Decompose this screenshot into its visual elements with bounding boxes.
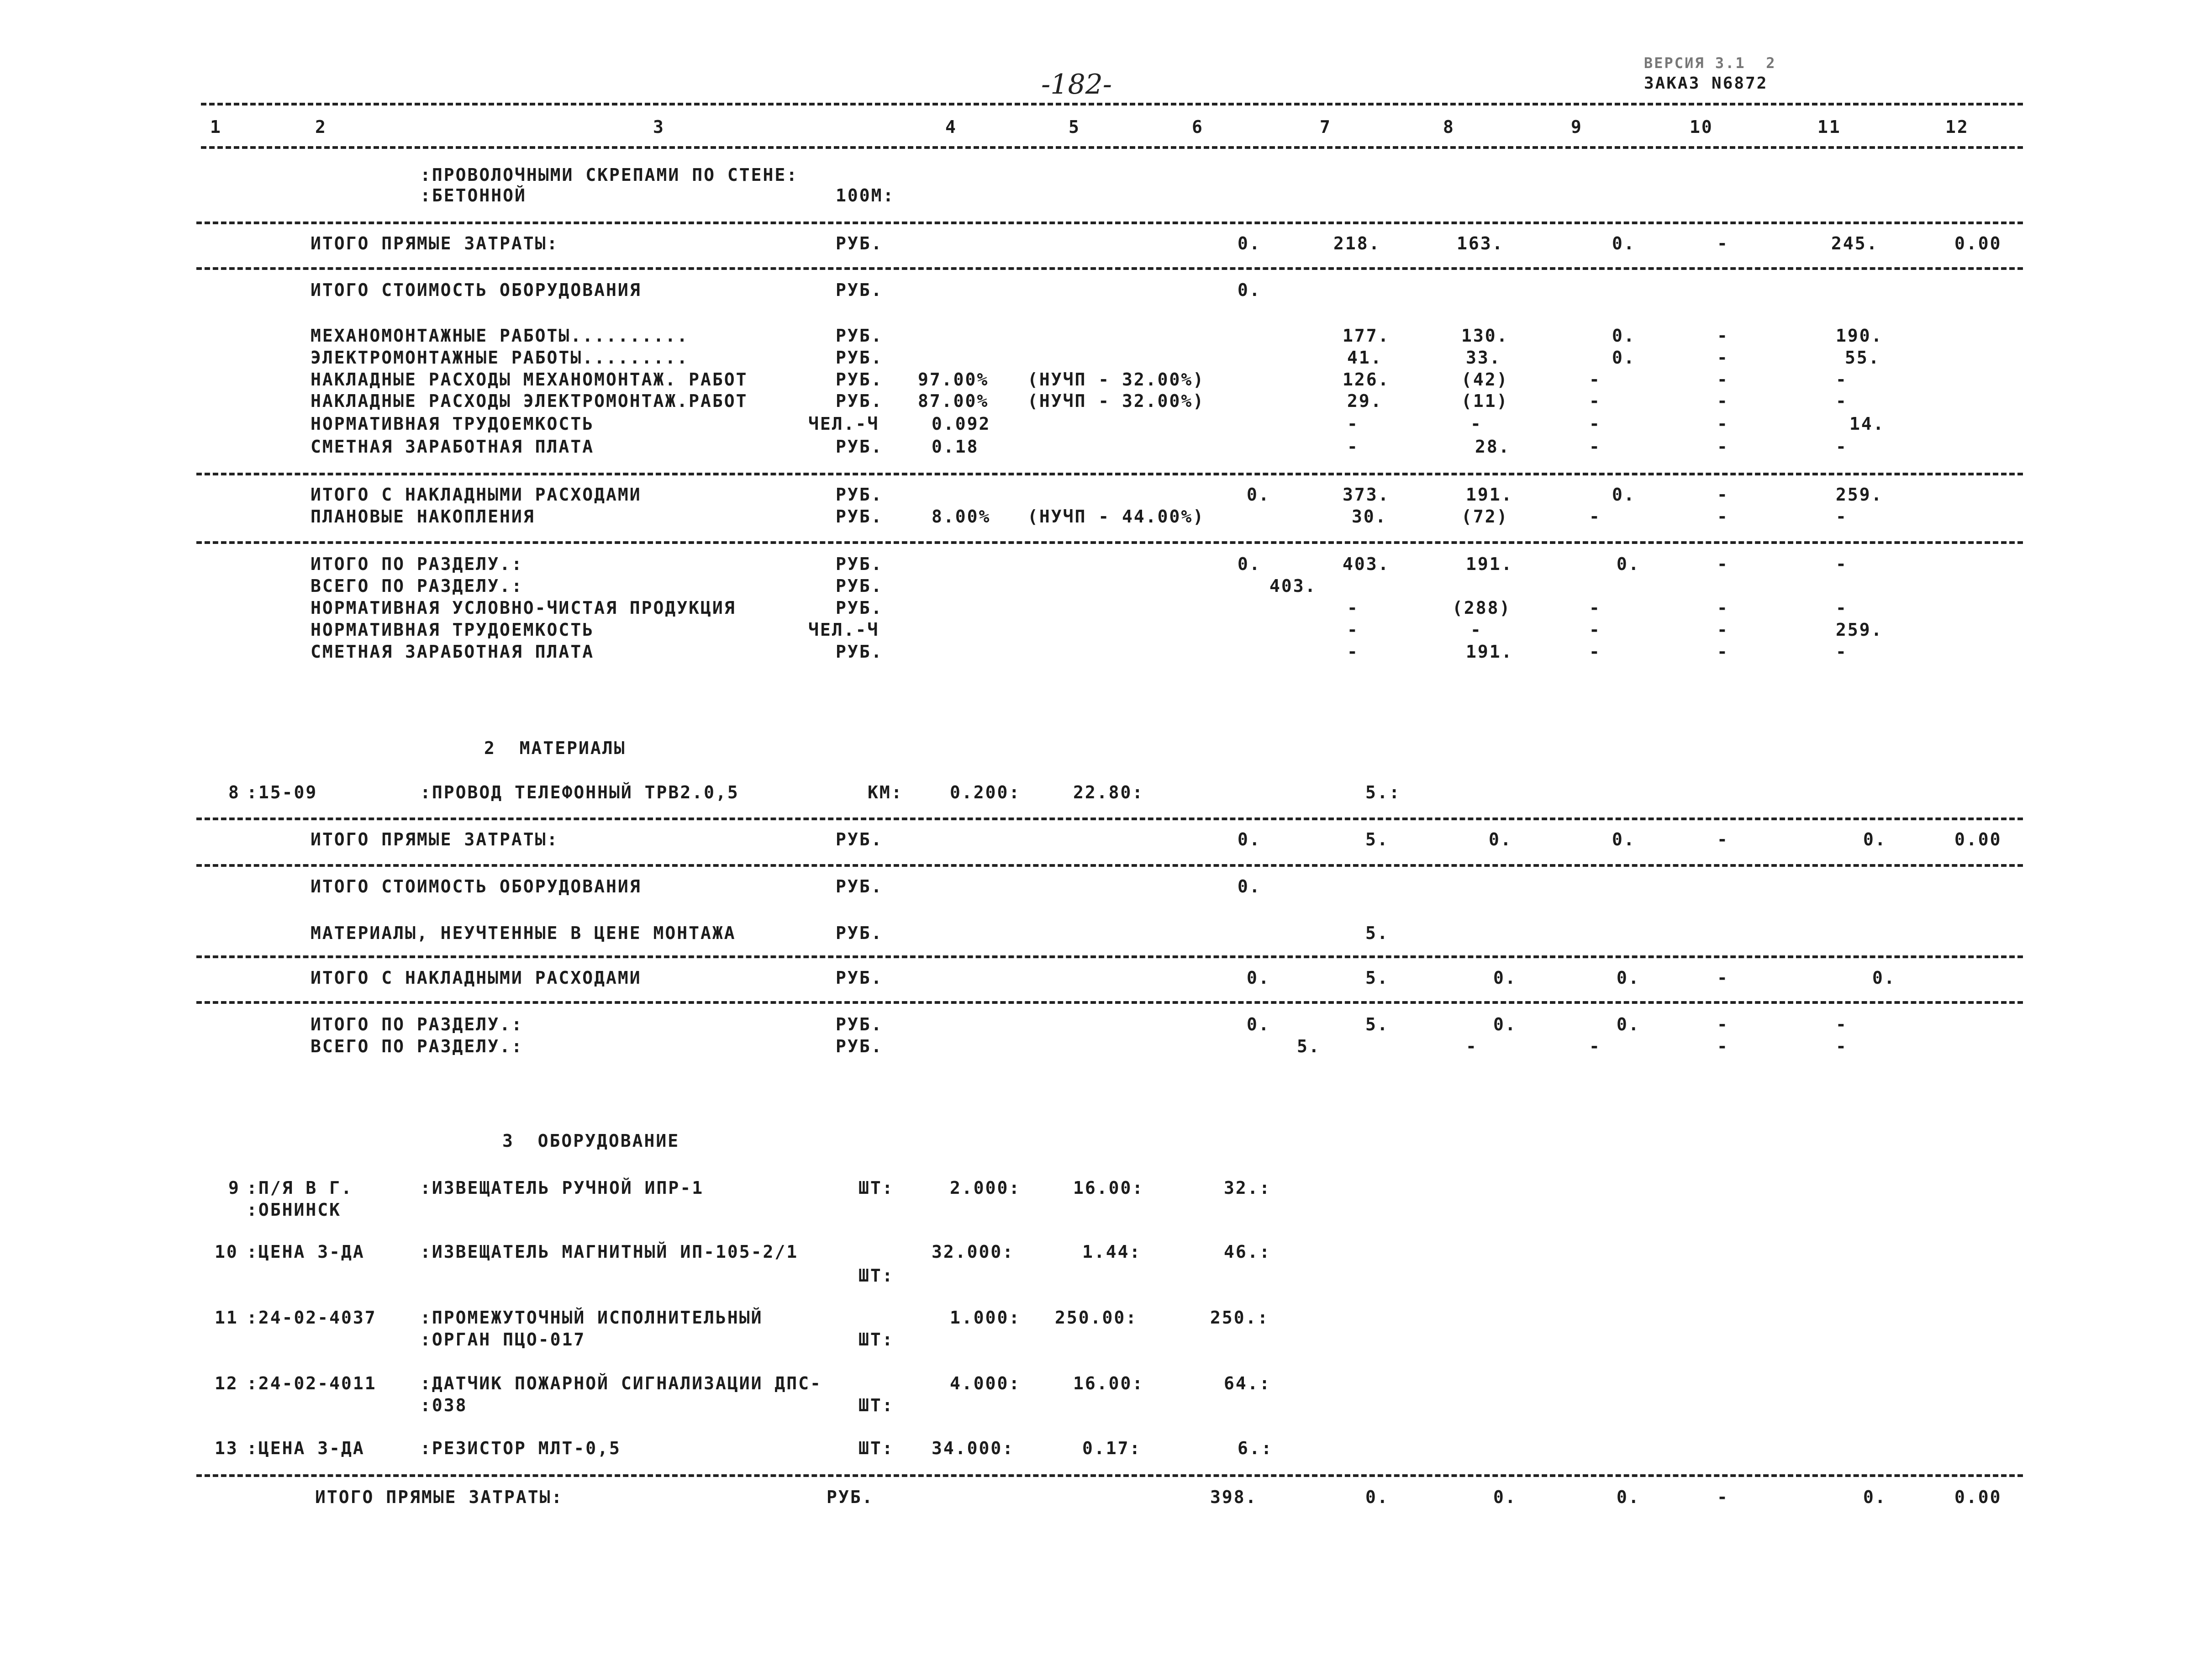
order-number: ЗАКАЗ N6872 — [1644, 74, 1768, 93]
row-unit: РУБ. — [836, 968, 883, 988]
divider — [196, 1001, 2023, 1004]
row-label: ИТОГО ПО РАЗДЕЛУ.: — [311, 554, 523, 574]
row-unit: РУБ. — [836, 326, 883, 346]
cell-c11: - — [1836, 554, 1848, 574]
cell-c12: 0.00 — [1954, 233, 2002, 253]
item-unit: ШТ: — [858, 1266, 894, 1286]
cell-c8: - — [1470, 620, 1482, 640]
cell-c4: 8.00% — [932, 506, 991, 527]
cell-c6: 5. — [1297, 1036, 1321, 1056]
cell-c9: 0. — [1617, 968, 1640, 988]
column-header: 1 — [210, 117, 222, 137]
column-header: 12 — [1945, 117, 1969, 137]
cell-c10: - — [1717, 620, 1729, 640]
item-total: 250.: — [1210, 1308, 1269, 1328]
page-number: -182- — [1041, 69, 1112, 100]
cell-c11: 259. — [1836, 620, 1883, 640]
row-unit: РУБ. — [836, 348, 883, 368]
cell-c11: - — [1836, 1014, 1848, 1034]
cell-c7: - — [1347, 598, 1359, 618]
cell-c4: 97.00% — [918, 369, 989, 390]
cell-c9: 0. — [1617, 1487, 1640, 1507]
cell-c6: 0. — [1238, 233, 1261, 253]
cell-c9: - — [1589, 506, 1601, 527]
divider — [196, 818, 2023, 820]
divider — [196, 222, 2023, 224]
item-name: :РЕЗИСТОР МЛТ-0,5 — [420, 1438, 621, 1458]
item-price: 250.00: — [1055, 1308, 1138, 1328]
item-qty: 32.000: — [932, 1242, 1015, 1262]
cell-c8: 191. — [1466, 554, 1513, 574]
row-label: ИТОГО ПРЯМЫЕ ЗАТРАТЫ: — [311, 829, 559, 849]
row-label: МЕХАНОМОНТАЖНЫЕ РАБОТЫ.......... — [311, 326, 689, 346]
divider — [196, 864, 2023, 867]
item-name: :ИЗВЕЩАТЕЛЬ РУЧНОЙ ИПР-1 — [420, 1178, 704, 1198]
cell-c7: 218. — [1333, 233, 1381, 253]
cell-c7: 29. — [1347, 391, 1383, 411]
cell-c8: 28. — [1475, 437, 1511, 457]
item-qty: 34.000: — [932, 1438, 1015, 1458]
cell-c11: - — [1836, 506, 1848, 527]
cell-c4: 0.18 — [932, 437, 979, 457]
item-code: :24-02-4037 — [247, 1308, 377, 1328]
cell-c6: 0. — [1238, 829, 1261, 849]
cell-c7: - — [1347, 414, 1359, 434]
row-label: ИТОГО С НАКЛАДНЫМИ РАСХОДАМИ — [311, 968, 642, 988]
item-name-2: :038 — [420, 1395, 468, 1415]
section-title-equipment: 3 ОБОРУДОВАНИЕ — [502, 1131, 680, 1151]
cell-c10: - — [1717, 642, 1729, 662]
item-number: 12 — [215, 1373, 238, 1393]
item-total: 32.: — [1224, 1178, 1271, 1198]
cell-c10: - — [1717, 369, 1729, 390]
cell-c11: 0. — [1872, 968, 1896, 988]
row-label: ВСЕГО ПО РАЗДЕЛУ.: — [311, 1036, 523, 1056]
cell-c11: 190. — [1836, 326, 1883, 346]
column-header: 11 — [1817, 117, 1841, 137]
cell-c9: 0. — [1612, 348, 1636, 368]
cell-c11: 0. — [1863, 829, 1887, 849]
item-total: 46.: — [1224, 1242, 1271, 1262]
row-label: ВСЕГО ПО РАЗДЕЛУ.: — [311, 576, 523, 596]
row-label: МАТЕРИАЛЫ, НЕУЧТЕННЫЕ В ЦЕНЕ МОНТАЖА — [311, 923, 736, 943]
cell-c9: - — [1589, 620, 1601, 640]
cell-c8: - — [1470, 414, 1482, 434]
cell-c8: 130. — [1461, 326, 1509, 346]
row-label: ИТОГО ПРЯМЫЕ ЗАТРАТЫ: — [311, 233, 559, 253]
cell-c10: - — [1717, 348, 1729, 368]
row-unit: РУБ. — [836, 233, 883, 253]
item-qty: 2.000: — [950, 1178, 1021, 1198]
column-header: 3 — [653, 117, 665, 137]
cell-c8: (42) — [1461, 369, 1509, 390]
top-item-unit: 100М: — [836, 185, 895, 206]
cell-c8: - — [1466, 1036, 1478, 1056]
cell-c8: 163. — [1457, 233, 1504, 253]
cell-c6: 403. — [1269, 576, 1317, 596]
cell-c8: 191. — [1466, 485, 1513, 505]
item-price: 22.80: — [1073, 782, 1144, 802]
row-unit: РУБ. — [836, 598, 883, 618]
item-number: 10 — [215, 1242, 238, 1262]
column-header: 5 — [1069, 117, 1080, 137]
row-unit: РУБ. — [836, 554, 883, 574]
cell-c7: - — [1347, 642, 1359, 662]
divider — [196, 1474, 2023, 1477]
item-qty: 1.000: — [950, 1308, 1021, 1328]
cell-c10: - — [1717, 1014, 1729, 1034]
divider — [196, 267, 2023, 270]
row-unit: РУБ. — [836, 485, 883, 505]
cell-c12: 0.00 — [1954, 829, 2002, 849]
cell-c10: - — [1717, 1036, 1729, 1056]
item-code: :24-02-4011 — [247, 1373, 377, 1393]
row-label: ЭЛЕКТРОМОНТАЖНЫЕ РАБОТЫ......... — [311, 348, 689, 368]
item-name-2: :ОРГАН ПЦО-017 — [420, 1329, 586, 1350]
cell-c9: - — [1589, 414, 1601, 434]
row-label: СМЕТНАЯ ЗАРАБОТНАЯ ПЛАТА — [311, 642, 595, 662]
cell-c11: - — [1836, 642, 1848, 662]
cell-c6: 0. — [1247, 968, 1270, 988]
cell-c8: 0. — [1493, 1014, 1517, 1034]
row-unit: РУБ. — [836, 576, 883, 596]
cell-c9: - — [1589, 391, 1601, 411]
cell-c7: 5. — [1365, 1014, 1389, 1034]
cell-c8: 191. — [1466, 642, 1513, 662]
cell-c9: 0. — [1612, 233, 1636, 253]
item-number: 9 — [228, 1178, 240, 1198]
cell-c7: 373. — [1343, 485, 1390, 505]
row-label: ИТОГО СТОИМОСТЬ ОБОРУДОВАНИЯ — [311, 280, 642, 300]
row-label: ИТОГО ПРЯМЫЕ ЗАТРАТЫ: — [315, 1487, 564, 1507]
cell-c10: - — [1717, 506, 1729, 527]
cell-c11: - — [1836, 1036, 1848, 1056]
column-header: 7 — [1320, 117, 1332, 137]
cell-c11: 259. — [1836, 485, 1883, 505]
item-name: :ПРОВОД ТЕЛЕФОННЫЙ ТРВ2.0,5 — [420, 782, 739, 802]
item-price: 0.17: — [1082, 1438, 1142, 1458]
item-unit: ШТ: — [858, 1438, 894, 1458]
row-label: СМЕТНАЯ ЗАРАБОТНАЯ ПЛАТА — [311, 437, 595, 457]
cell-c12: 0.00 — [1954, 1487, 2002, 1507]
column-header: 10 — [1690, 117, 1713, 137]
cell-c6: 0. — [1247, 1014, 1270, 1034]
cell-c9: 0. — [1612, 829, 1636, 849]
row-label: НОРМАТИВНАЯ ТРУДОЕМКОСТЬ — [311, 620, 595, 640]
cell-c11: 14. — [1849, 414, 1885, 434]
cell-c7: 5. — [1365, 923, 1389, 943]
cell-c8: 0. — [1489, 829, 1512, 849]
cell-c11: 0. — [1863, 1487, 1887, 1507]
item-total: 6.: — [1238, 1438, 1273, 1458]
cell-c11: - — [1836, 369, 1848, 390]
item-qty: 0.200: — [950, 782, 1021, 802]
row-label: ПЛАНОВЫЕ НАКОПЛЕНИЯ — [311, 506, 535, 527]
cell-c6: 0. — [1247, 485, 1270, 505]
row-unit: РУБ. — [827, 1487, 874, 1507]
version-text: ВЕРСИЯ 3.1 2 — [1644, 54, 1776, 72]
item-name: :ДАТЧИК ПОЖАРНОЙ СИГНАЛИЗАЦИИ ДПС- — [420, 1373, 822, 1393]
divider — [196, 541, 2023, 544]
row-unit: РУБ. — [836, 280, 883, 300]
cell-c10: - — [1717, 437, 1729, 457]
cell-c5: (НУЧП - 32.00%) — [1027, 369, 1205, 390]
cell-c10: - — [1717, 233, 1729, 253]
cell-c4: 0.092 — [932, 414, 991, 434]
cell-c11: 55. — [1845, 348, 1880, 368]
row-label: ИТОГО СТОИМОСТЬ ОБОРУДОВАНИЯ — [311, 876, 642, 897]
item-unit: ШТ: — [858, 1178, 894, 1198]
row-unit: РУБ. — [836, 1014, 883, 1034]
item-code: :П/Я В Г. — [247, 1178, 353, 1198]
row-unit: РУБ. — [836, 1036, 883, 1056]
header-rule-bottom — [201, 146, 2023, 149]
cell-c8: 33. — [1466, 348, 1501, 368]
row-unit: РУБ. — [836, 923, 883, 943]
item-code: :ЦЕНА 3-ДА — [247, 1438, 365, 1458]
cell-c11: 245. — [1831, 233, 1879, 253]
cell-c7: 5. — [1365, 829, 1389, 849]
cell-c9: 0. — [1612, 485, 1636, 505]
item-unit: ШТ: — [858, 1329, 894, 1350]
divider — [196, 955, 2023, 958]
column-header: 2 — [315, 117, 327, 137]
row-label: ИТОГО С НАКЛАДНЫМИ РАСХОДАМИ — [311, 485, 642, 505]
column-header: 4 — [945, 117, 957, 137]
row-unit: ЧЕЛ.-Ч — [808, 414, 880, 434]
cell-c9: - — [1589, 369, 1601, 390]
cell-c11: - — [1836, 437, 1848, 457]
cell-c9: - — [1589, 1036, 1601, 1056]
cell-c9: 0. — [1617, 1014, 1640, 1034]
cell-c11: - — [1836, 598, 1848, 618]
cell-c10: - — [1717, 1487, 1729, 1507]
item-price: 1.44: — [1082, 1242, 1142, 1262]
cell-c8: (288) — [1452, 598, 1512, 618]
cell-c9: 0. — [1617, 554, 1640, 574]
item-number: 8 — [228, 782, 240, 802]
header-rule-top — [201, 103, 2023, 105]
cell-c7: 403. — [1343, 554, 1390, 574]
row-unit: РУБ. — [836, 391, 883, 411]
row-label: НАКЛАДНЫЕ РАСХОДЫ МЕХАНОМОНТАЖ. РАБОТ — [311, 369, 748, 390]
cell-c10: - — [1717, 829, 1729, 849]
cell-c8: (72) — [1461, 506, 1509, 527]
top-item-name-2: :БЕТОННОЙ — [420, 185, 527, 206]
item-total: 64.: — [1224, 1373, 1271, 1393]
row-unit: ЧЕЛ.-Ч — [808, 620, 880, 640]
item-unit: ШТ: — [858, 1395, 894, 1415]
item-code-2: :ОБНИНСК — [247, 1200, 342, 1220]
column-header: 8 — [1443, 117, 1455, 137]
row-unit: РУБ. — [836, 829, 883, 849]
item-name: :ИЗВЕЩАТЕЛЬ МАГНИТНЫЙ ИП-105-2/1 — [420, 1242, 799, 1262]
item-number: 13 — [215, 1438, 238, 1458]
top-item-name: :ПРОВОЛОЧНЫМИ СКРЕПАМИ ПО СТЕНЕ: — [420, 165, 799, 185]
cell-c8: 0. — [1493, 968, 1517, 988]
cell-c6: 0. — [1238, 280, 1261, 300]
item-code: :ЦЕНА 3-ДА — [247, 1242, 365, 1262]
cell-c9: - — [1589, 437, 1601, 457]
cell-c7: 5.: — [1365, 782, 1401, 802]
item-qty: 4.000: — [950, 1373, 1021, 1393]
cell-c4: 87.00% — [918, 391, 989, 411]
cell-c7: 177. — [1343, 326, 1390, 346]
cell-c7: - — [1347, 620, 1359, 640]
cell-c10: - — [1717, 391, 1729, 411]
cell-c8: (11) — [1461, 391, 1509, 411]
item-code: :15-09 — [247, 782, 318, 802]
cell-c11: - — [1836, 391, 1848, 411]
item-unit: КМ: — [868, 782, 903, 802]
cell-c10: - — [1717, 598, 1729, 618]
column-header: 9 — [1571, 117, 1583, 137]
cell-c10: - — [1717, 554, 1729, 574]
cell-c10: - — [1717, 414, 1729, 434]
cell-c10: - — [1717, 485, 1729, 505]
cell-c7: 41. — [1347, 348, 1383, 368]
cell-c7: 126. — [1343, 369, 1390, 390]
cell-c6: 398. — [1210, 1487, 1258, 1507]
row-label: НАКЛАДНЫЕ РАСХОДЫ ЭЛЕКТРОМОНТАЖ.РАБОТ — [311, 391, 748, 411]
cell-c9: - — [1589, 642, 1601, 662]
row-label: НОРМАТИВНАЯ ТРУДОЕМКОСТЬ — [311, 414, 595, 434]
cell-c6: 0. — [1238, 876, 1261, 897]
row-unit: РУБ. — [836, 437, 883, 457]
row-unit: РУБ. — [836, 642, 883, 662]
cell-c7: 0. — [1365, 1487, 1389, 1507]
divider — [196, 473, 2023, 475]
cell-c9: - — [1589, 598, 1601, 618]
item-price: 16.00: — [1073, 1178, 1144, 1198]
cell-c10: - — [1717, 968, 1729, 988]
cell-c7: 5. — [1365, 968, 1389, 988]
cell-c10: - — [1717, 326, 1729, 346]
column-header: 6 — [1192, 117, 1204, 137]
item-number: 11 — [215, 1308, 238, 1328]
item-price: 16.00: — [1073, 1373, 1144, 1393]
row-unit: РУБ. — [836, 369, 883, 390]
cell-c7: - — [1347, 437, 1359, 457]
row-label: ИТОГО ПО РАЗДЕЛУ.: — [311, 1014, 523, 1034]
item-name: :ПРОМЕЖУТОЧНЫЙ ИСПОЛНИТЕЛЬНЫЙ — [420, 1308, 763, 1328]
row-label: НОРМАТИВНАЯ УСЛОВНО-ЧИСТАЯ ПРОДУКЦИЯ — [311, 598, 736, 618]
cell-c7: 30. — [1352, 506, 1387, 527]
cell-c9: 0. — [1612, 326, 1636, 346]
row-unit: РУБ. — [836, 506, 883, 527]
cell-c5: (НУЧП - 44.00%) — [1027, 506, 1205, 527]
row-unit: РУБ. — [836, 876, 883, 897]
section-title-materials: 2 МАТЕРИАЛЫ — [484, 738, 626, 758]
cell-c8: 0. — [1493, 1487, 1517, 1507]
cell-c6: 0. — [1238, 554, 1261, 574]
cell-c5: (НУЧП - 32.00%) — [1027, 391, 1205, 411]
